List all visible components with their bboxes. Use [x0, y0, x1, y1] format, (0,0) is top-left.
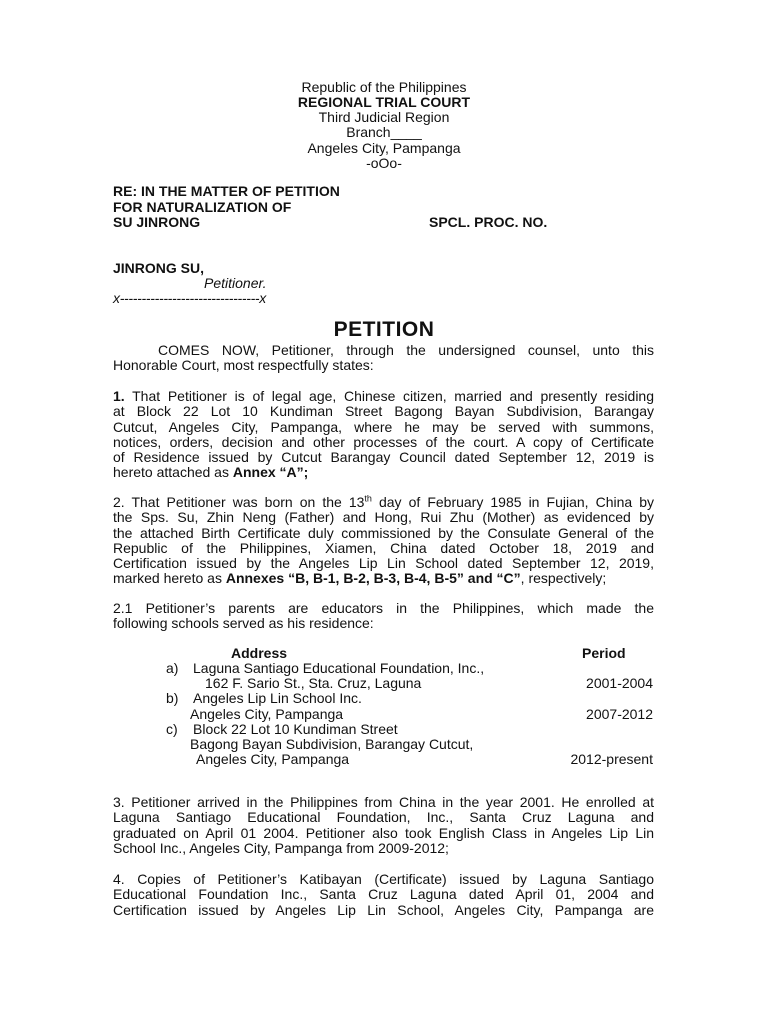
- p2-line-1b: day of February 1985 in Fujian, China by: [371, 494, 654, 510]
- p4-line-2: Educational Foundation Inc., Santa Cruz Laguna dated April 01, 2004 and: [113, 886, 654, 903]
- p2-line-5: Certification issued by the Angeles Lip Lin School dated September 12, 2019,: [113, 555, 654, 572]
- p2-line-3: the attached Birth Certificate duly commissioned by the Consulate General of the: [113, 524, 654, 541]
- row-b-letter: b): [166, 690, 179, 706]
- row-c-line-2: Bagong Bayan Subdivision, Barangay Cutcut,: [190, 736, 474, 752]
- p2-line-6c: , respectively;: [520, 570, 607, 587]
- city-line: Angeles City, Pampanga: [307, 140, 461, 156]
- p1-line-5: of Residence issued by Cutcut Barangay Council dated September 12, 2019 is: [113, 449, 654, 466]
- row-c-line-3: Angeles City, Pampanga: [196, 751, 350, 767]
- p4-line-3: Certification issued by Angeles Lip Lin School, Angeles City, Pampanga are: [113, 901, 654, 918]
- p2-line-1a: 2. That Petitioner was born on the 13: [113, 494, 365, 510]
- table-header-address: Address: [231, 645, 288, 661]
- judicial-region: Third Judicial Region: [318, 109, 450, 125]
- annex-a-ref: Annex “A”;: [232, 464, 309, 481]
- row-c-period: 2012-present: [570, 751, 653, 767]
- p3-line-4: School Inc., Angeles City, Pampanga from 2009-2012;: [113, 839, 449, 856]
- p1-line-1-text: That Petitioner is of legal age, Chinese citizen, married and presently residing: [124, 388, 654, 404]
- p4-line-1: 4. Copies of Petitioner’s Katibayan (Certificate) issued by Laguna Santiago: [113, 871, 654, 887]
- caption-line-3: SU JINRONG: [113, 214, 201, 230]
- paragraph-4: [113, 872, 654, 918]
- p2-line-1: [113, 495, 654, 510]
- intro-line-2: Honorable Court, most respectfully states:: [113, 357, 374, 374]
- p2-line-6: [113, 571, 654, 586]
- header-separator: -oOo-: [366, 155, 402, 171]
- p1-line-3: Cutcut, Angeles City, Pampanga, where he may be served with summons,: [113, 418, 654, 435]
- row-b-line-2: Angeles City, Pampanga: [190, 706, 344, 722]
- paragraph-1: [113, 389, 654, 481]
- caption-line-1: RE: IN THE MATTER OF PETITION: [113, 183, 340, 199]
- intro-paragraph: [113, 343, 654, 374]
- p1-line-6: [113, 465, 654, 480]
- republic-line: Republic of the Philippines: [301, 79, 467, 95]
- p2-line-4: Republic of the Philippines, Xiamen, China dated October 18, 2019 and: [113, 539, 654, 556]
- paragraph-2: [113, 495, 654, 587]
- p21-line-1: 2.1 Petitioner’s parents are educators in the Philippines, which made the: [113, 600, 654, 616]
- petitioner-role: Petitioner.: [204, 275, 267, 291]
- caption-divider: x--------------------------------x: [113, 290, 266, 306]
- annexes-ref: Annexes “B, B-1, B-2, B-3, B-4, B-5” and “C”: [225, 570, 521, 587]
- row-b-line-1: Angeles Lip Lin School Inc.: [193, 690, 362, 706]
- p21-line-2: following schools served as his residence:: [113, 615, 374, 632]
- intro-line-1: COMES NOW, Petitioner, through the undersigned counsel, unto this: [158, 342, 654, 358]
- row-c-line-1: Block 22 Lot 10 Kundiman Street: [193, 721, 398, 737]
- p2-line-2: the Sps. Su, Zhin Neng (Father) and Hong, Rui Zhu (Mother) as evidenced by: [113, 509, 654, 526]
- court-name: REGIONAL TRIAL COURT: [297, 94, 471, 110]
- paragraph-2-1: [113, 601, 654, 632]
- p1-line-2: at Block 22 Lot 10 Kundiman Street Bagong Bayan Subdivision, Barangay: [113, 403, 654, 420]
- p1-line-4: notices, orders, decision and other processes of the court. A copy of Certificate: [113, 433, 654, 450]
- paragraph-3: [113, 795, 654, 856]
- document-title: PETITION: [333, 318, 435, 341]
- p2-superscript: th: [364, 493, 372, 504]
- p3-line-1: 3. Petitioner arrived in the Philippines from China in the year 2001. He enrolled at: [113, 794, 654, 810]
- branch-line: Branch____: [346, 124, 422, 140]
- petitioner-name: JINRONG SU,: [113, 260, 205, 276]
- row-a-line-1: Laguna Santiago Educational Foundation, Inc.,: [193, 660, 485, 676]
- caption-line-2: FOR NATURALIZATION OF: [113, 199, 292, 215]
- p3-line-3: graduated on April 01 2004. Petitioner also took English Class in Angeles Lip Lin: [113, 824, 654, 841]
- row-b-period: 2007-2012: [586, 706, 653, 722]
- p2-line-6a: marked hereto as: [113, 570, 226, 587]
- row-a-period: 2001-2004: [586, 675, 653, 691]
- p1-line-1: [113, 389, 654, 404]
- p1-number: 1.: [113, 388, 125, 404]
- row-a-letter: a): [166, 660, 179, 676]
- row-a-line-2: 162 F. Sario St., Sta. Cruz, Laguna: [205, 675, 422, 691]
- row-c-letter: c): [166, 721, 178, 737]
- table-header-period: Period: [582, 645, 626, 661]
- p3-line-2: Laguna Santiago Educational Foundation, Inc., Santa Cruz Laguna and: [113, 809, 654, 826]
- case-number-label: SPCL. PROC. NO.: [429, 214, 548, 230]
- p1-line-6-text: hereto attached as: [113, 464, 233, 481]
